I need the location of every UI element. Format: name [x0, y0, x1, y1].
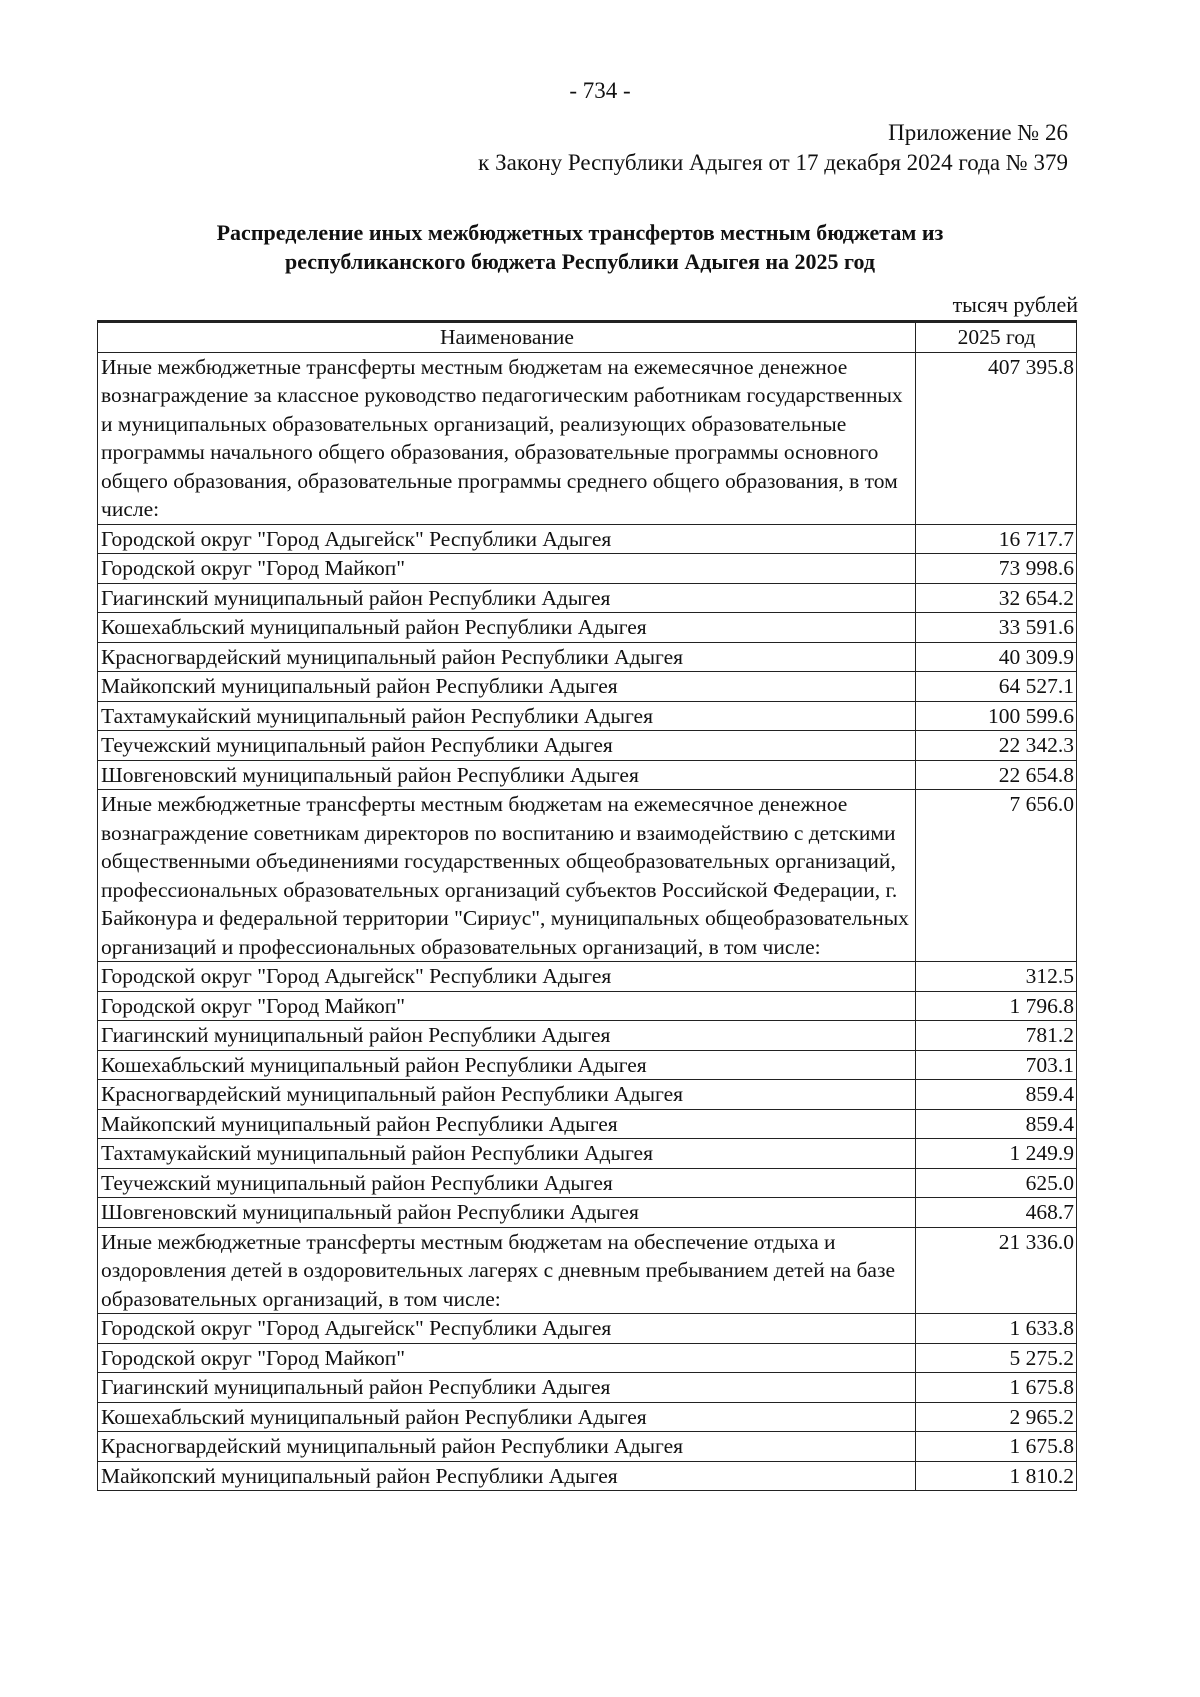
table-row — [98, 524, 1077, 554]
column-header-name: Наименование — [98, 322, 916, 353]
table-row — [98, 583, 1077, 613]
table-header-row — [98, 322, 1077, 353]
table-row — [98, 1109, 1077, 1139]
row-name-cell: Красногвардейский муниципальный район Республики Адыгея — [98, 1080, 916, 1110]
row-value-cell: 703.1 — [916, 1050, 1077, 1080]
table-row — [98, 1343, 1077, 1373]
row-value-cell: 468.7 — [916, 1198, 1077, 1228]
row-name-cell: Шовгеновский муниципальный район Республики Адыгея — [98, 760, 916, 790]
row-value-cell: 1 249.9 — [916, 1139, 1077, 1169]
row-value-cell: 32 654.2 — [916, 583, 1077, 613]
row-value-cell: 1 675.8 — [916, 1373, 1077, 1403]
column-header-year: 2025 год — [916, 322, 1077, 353]
budget-table-container — [97, 320, 1077, 1491]
row-name-cell: Городской округ "Город Адыгейск" Республики Адыгея — [98, 1314, 916, 1344]
row-name-cell: Кошехабльский муниципальный район Республики Адыгея — [98, 613, 916, 643]
table-row — [98, 352, 1077, 524]
row-value-cell: 312.5 — [916, 962, 1077, 992]
row-value-cell: 1 633.8 — [916, 1314, 1077, 1344]
row-value-cell: 407 395.8 — [916, 352, 1077, 524]
row-name-cell: Тахтамукайский муниципальный район Республики Адыгея — [98, 701, 916, 731]
row-value-cell: 7 656.0 — [916, 790, 1077, 962]
budget-table — [97, 320, 1077, 1491]
row-value-cell: 2 965.2 — [916, 1402, 1077, 1432]
table-row — [98, 1461, 1077, 1491]
appendix-line-1: Приложение № 26 — [888, 120, 1068, 145]
row-value-cell: 1 796.8 — [916, 991, 1077, 1021]
row-name-cell: Городской округ "Город Майкоп" — [98, 991, 916, 1021]
row-value-cell: 40 309.9 — [916, 642, 1077, 672]
table-row — [98, 1080, 1077, 1110]
page-number: - 734 - — [569, 78, 631, 103]
table-row — [98, 554, 1077, 584]
row-name-cell: Майкопский муниципальный район Республики Адыгея — [98, 1461, 916, 1491]
row-value-cell: 1 810.2 — [916, 1461, 1077, 1491]
row-value-cell: 859.4 — [916, 1080, 1077, 1110]
document-title — [150, 218, 1010, 276]
appendix-note — [478, 118, 1068, 178]
row-name-cell: Иные межбюджетные трансферты местным бюджетам на обеспечение отдыха и оздоровления детей в оздоровительных лагерях с дневным пребыванием детей на базе образовательных организаций, в том числе: — [98, 1227, 916, 1314]
row-value-cell: 781.2 — [916, 1021, 1077, 1051]
title-line-1: Распределение иных межбюджетных трансфертов местным бюджетам из — [216, 220, 944, 245]
row-name-cell: Городской округ "Город Майкоп" — [98, 554, 916, 584]
table-row — [98, 1021, 1077, 1051]
table-row — [98, 1227, 1077, 1314]
row-value-cell: 22 654.8 — [916, 760, 1077, 790]
table-row — [98, 731, 1077, 761]
table-row — [98, 1373, 1077, 1403]
row-name-cell: Майкопский муниципальный район Республики Адыгея — [98, 1109, 916, 1139]
row-name-cell: Майкопский муниципальный район Республики Адыгея — [98, 672, 916, 702]
row-name-cell: Иные межбюджетные трансферты местным бюджетам на ежемесячное денежное вознаграждение за классное руководство педагогическим работникам государственных и муниципальных образовательных организаций, реализующих образовательные программы начального общего образования, образовательные программы основного общего образования, образовательные программы среднего общего образования, в том числе: — [98, 352, 916, 524]
row-value-cell: 1 675.8 — [916, 1432, 1077, 1462]
row-name-cell: Городской округ "Город Адыгейск" Республики Адыгея — [98, 524, 916, 554]
row-name-cell: Теучежский муниципальный район Республики Адыгея — [98, 731, 916, 761]
row-value-cell: 73 998.6 — [916, 554, 1077, 584]
table-row — [98, 790, 1077, 962]
row-name-cell: Городской округ "Город Адыгейск" Республики Адыгея — [98, 962, 916, 992]
row-name-cell: Гиагинский муниципальный район Республики Адыгея — [98, 583, 916, 613]
row-name-cell: Кошехабльский муниципальный район Республики Адыгея — [98, 1050, 916, 1080]
row-name-cell: Кошехабльский муниципальный район Республики Адыгея — [98, 1402, 916, 1432]
table-row — [98, 1050, 1077, 1080]
row-value-cell: 625.0 — [916, 1168, 1077, 1198]
title-line-2: республиканского бюджета Республики Адыгея на 2025 год — [284, 249, 875, 274]
row-name-cell: Тахтамукайский муниципальный район Республики Адыгея — [98, 1139, 916, 1169]
row-name-cell: Шовгеновский муниципальный район Республики Адыгея — [98, 1198, 916, 1228]
table-row — [98, 760, 1077, 790]
row-value-cell: 21 336.0 — [916, 1227, 1077, 1314]
appendix-line-2: к Закону Республики Адыгея от 17 декабря 2024 года № 379 — [478, 150, 1068, 175]
row-name-cell: Гиагинский муниципальный район Республики Адыгея — [98, 1373, 916, 1403]
row-value-cell: 64 527.1 — [916, 672, 1077, 702]
row-name-cell: Теучежский муниципальный район Республики Адыгея — [98, 1168, 916, 1198]
row-value-cell: 33 591.6 — [916, 613, 1077, 643]
table-row — [98, 1168, 1077, 1198]
table-row — [98, 1402, 1077, 1432]
row-value-cell: 22 342.3 — [916, 731, 1077, 761]
table-row — [98, 642, 1077, 672]
table-row — [98, 701, 1077, 731]
table-row — [98, 1139, 1077, 1169]
table-row — [98, 991, 1077, 1021]
row-name-cell: Иные межбюджетные трансферты местным бюджетам на ежемесячное денежное вознаграждение советникам директоров по воспитанию и взаимодействию с детскими общественными объединениями государственных общеобразовательных организаций, профессиональных образовательных организаций субъектов Российской Федерации, г. Байконура и федеральной территории "Сириус", муниципальных общеобразовательных организаций и профессиональных образовательных организаций, в том числе: — [98, 790, 916, 962]
table-row — [98, 613, 1077, 643]
table-row — [98, 672, 1077, 702]
table-row — [98, 1432, 1077, 1462]
units-label: тысяч рублей — [952, 292, 1078, 317]
row-name-cell: Красногвардейский муниципальный район Республики Адыгея — [98, 1432, 916, 1462]
row-value-cell: 859.4 — [916, 1109, 1077, 1139]
row-value-cell: 5 275.2 — [916, 1343, 1077, 1373]
table-row — [98, 1314, 1077, 1344]
row-name-cell: Гиагинский муниципальный район Республики Адыгея — [98, 1021, 916, 1051]
row-value-cell: 16 717.7 — [916, 524, 1077, 554]
row-value-cell: 100 599.6 — [916, 701, 1077, 731]
row-name-cell: Красногвардейский муниципальный район Республики Адыгея — [98, 642, 916, 672]
table-body — [98, 352, 1077, 1491]
table-row — [98, 1198, 1077, 1228]
row-name-cell: Городской округ "Город Майкоп" — [98, 1343, 916, 1373]
table-row — [98, 962, 1077, 992]
